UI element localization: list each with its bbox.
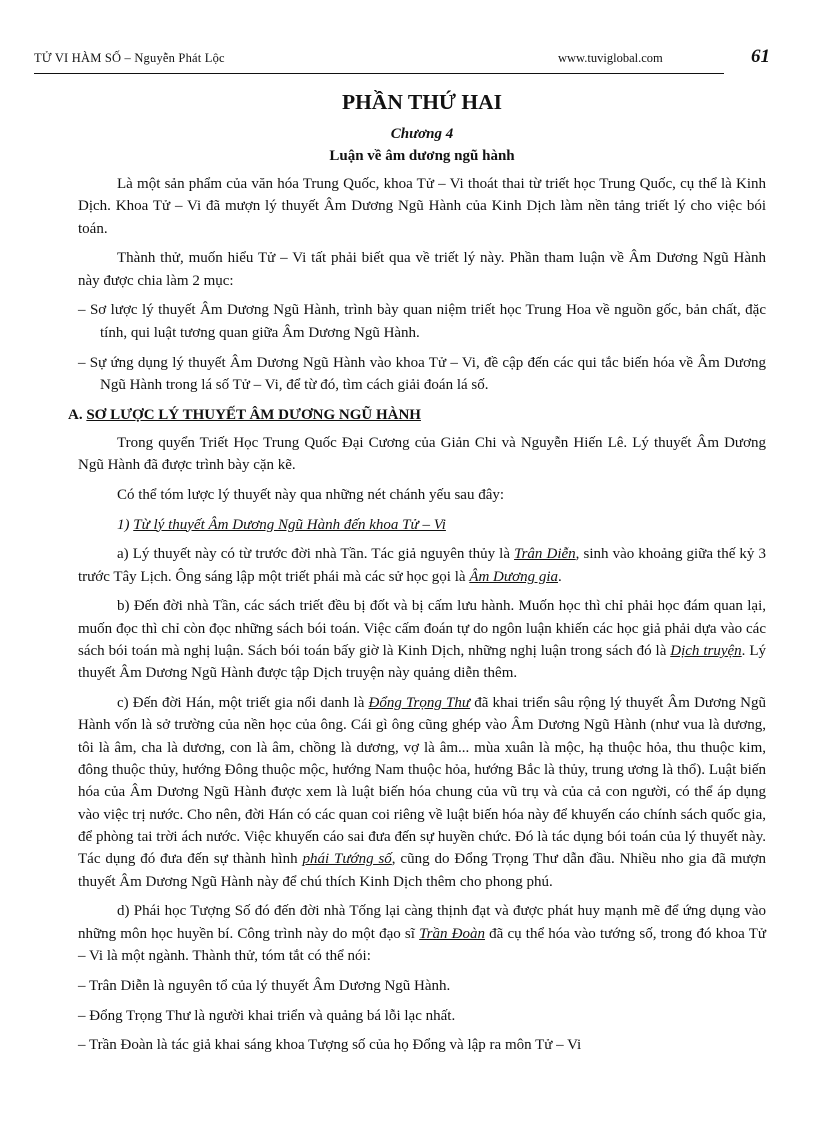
subsection-1-title: Từ lý thuyết Âm Dương Ngũ Hành đến khoa Tử – Vi: [133, 516, 446, 533]
section-a-title: SƠ LƯỢC LÝ THUYẾT ÂM DƯƠNG NGŨ HÀNH: [86, 406, 421, 423]
book-title: TỬ VI HÀM SỐ – Nguyễn Phát Lộc: [34, 51, 225, 65]
subsection-1-number: 1): [117, 516, 134, 533]
intro-dash-item-2: – Sự ứng dụng lý thuyết Âm Dương Ngũ Hành vào khoa Tử – Vi, đề cập đến các qui tắc biến hóa về Âm Dương Ngũ Hành trong lá số Tử – Vi, để từ đó, tìm cách giải đoán lá số.: [78, 354, 766, 393]
chapter-subtitle: Luận về âm dương ngũ hành: [329, 148, 515, 164]
chapter-label: Chương 4: [390, 126, 454, 142]
paragraph-d-text-1: d) Phái học Tượng Số đó đến đời nhà Tống lại càng thịnh đạt và được phát huy mạnh mẽ để ứng dụng vào những môn học huyền bí. Công trình này do một đạo sĩ: [78, 903, 766, 942]
name-tran-dien: Trân Diễn: [514, 546, 576, 563]
paragraph-a: [78, 543, 766, 588]
page-body: [68, 88, 767, 1064]
paragraph-c-text-1: c) Đến đời Hán, một triết gia nổi danh là: [117, 695, 369, 712]
running-header: [34, 46, 770, 74]
section-a-heading: [68, 404, 766, 426]
paragraph-b-text-1: b) Đến đời nhà Tần, các sách triết đều bị đốt và bị cấm lưu hành. Muốn học thì chỉ phải học đám quan lại, muốn đọc thì chỉ còn đọc những sách bói toán. Việc cấm đoán tự do ngôn luận khiến các học giả phải dựa vào các sách bói toán mà nghị luận. Sách bói toán bấy giờ là Kinh Dịch, những nghị luận trong sách đó là: [78, 598, 766, 660]
name-dong-trong-thu: Đổng Trọng Thư: [368, 695, 471, 712]
website-link[interactable]: www.tuviglobal.com: [558, 51, 663, 65]
summary-item-2: – Đổng Trọng Thư là người khai triển và quảng bá lỗi lạc nhất.: [78, 1007, 456, 1024]
part-title: PHẦN THỨ HAI: [341, 90, 503, 114]
name-am-duong-gia: Âm Dương gia: [469, 568, 558, 585]
summary-item-3: – Trần Đoàn là tác giả khai sáng khoa Tượng số của họ Đổng và lập ra môn Tử – Vi: [78, 1037, 582, 1054]
subsection-1-heading: [78, 514, 766, 536]
intro-paragraph-1: Là một sản phẩm của văn hóa Trung Quốc, khoa Tử – Vi thoát thai từ triết học Trung Quốc, cụ thể là Kinh Dịch. Khoa Tử – Vi đã mượn lý thuyết Âm Dương Ngũ Hành của Kinh Dịch làm nền tảng triết lý cho việc bói toán.: [78, 176, 766, 237]
paragraph-a-text-3: .: [558, 568, 562, 585]
intro-dash-item-1: – Sơ lược lý thuyết Âm Dương Ngũ Hành, trình bày quan niệm triết học Trung Hoa về nguồn gốc, bản chất, đặc tính, qui luật tương quan giữa Âm Dương Ngũ Hành.: [78, 302, 766, 341]
section-a-prefix: A.: [68, 406, 87, 423]
name-phai-tuong-so: phái Tướng số: [302, 851, 392, 868]
name-tran-doan: Trần Đoàn: [419, 925, 485, 942]
paragraph-c-text-2: đã khai triển sâu rộng lý thuyết Âm Dương Ngũ Hành vốn là sở trường của nền học của ông. Cái gì ông cũng ghép vào Âm Dương Ngũ Hành (như vua là dương, tôi là âm, cha là dương, con là âm, chồng là dương, vợ là âm... mùa xuân là mộc, hạ thuộc hỏa, thu thuộc kim, đông thuộc thủy, hướng Đông thuộc mộc, hướng Nam thuộc hỏa, hướng Bắc là thủy, trung ương là thổ). Luật biến hóa của Âm Dương Ngũ Hành được xem là luật biến hóa chung của vũ trụ và của cả con người, có thể áp dụng vào việc trị nước. Cho nên, đời Hán có các quan coi riêng về luật biến hóa này để khuyến cáo chính sách quốc gia, để phòng tai trời ách nước. Việc khuyến cáo sai đưa đến sự huyền chức. Đó là tác dụng bói toán của lý thuyết này. Tác dụng đó đưa đến sự thành hình: [78, 695, 766, 868]
summary-item-1: – Trân Diễn là nguyên tổ của lý thuyết Âm Dương Ngũ Hành.: [78, 977, 451, 994]
section-a-paragraph-1: Trong quyển Triết Học Trung Quốc Đại Cương của Giản Chi và Nguyễn Hiến Lê. Lý thuyết Âm Dương Ngũ Hành đã được trình bày cặn kẽ.: [78, 434, 766, 473]
intro-paragraph-2: Thành thử, muốn hiểu Tử – Vi tất phải biết qua về triết lý này. Phần tham luận về Âm Dương Ngũ Hành này được chia làm 2 mục:: [78, 250, 766, 289]
header-rule: [34, 73, 724, 74]
paragraph-d: [78, 900, 766, 967]
section-a-paragraph-2: Có thể tóm lược lý thuyết này qua những nét chánh yếu sau đây:: [117, 486, 505, 503]
paragraph-c-text-3: , cũng do Đổng Trọng Thư dẫn đầu. Nhiều nho gia đã mượn thuyết Âm Dương Ngũ Hành này để chú thích Kinh Dịch thêm cho phong phú.: [78, 851, 766, 890]
paragraph-b-text-2: . Lý thuyết Âm Dương Ngũ Hành được tập Dịch truyện này quảng diễn thêm.: [78, 643, 766, 682]
paragraph-d-text-2: đã cụ thể hóa vào tướng số, trong đó khoa Tử – Vi là một ngành. Thành thử, tóm tắt có thể nói:: [78, 925, 766, 964]
paragraph-a-text-1: a) Lý thuyết này có từ trước đời nhà Tần. Tác giả nguyên thủy là: [117, 546, 515, 563]
paragraph-b: [78, 595, 766, 684]
paragraph-a-text-2: , sinh vào khoảng giữa thế kỷ 3 trước Tây Lịch. Ông sáng lập một triết phái mà các sử học gọi là: [78, 546, 767, 585]
name-dich-truyen: Dịch truyện: [670, 643, 742, 660]
paragraph-c: [78, 692, 766, 893]
page-number: 61: [751, 46, 770, 67]
